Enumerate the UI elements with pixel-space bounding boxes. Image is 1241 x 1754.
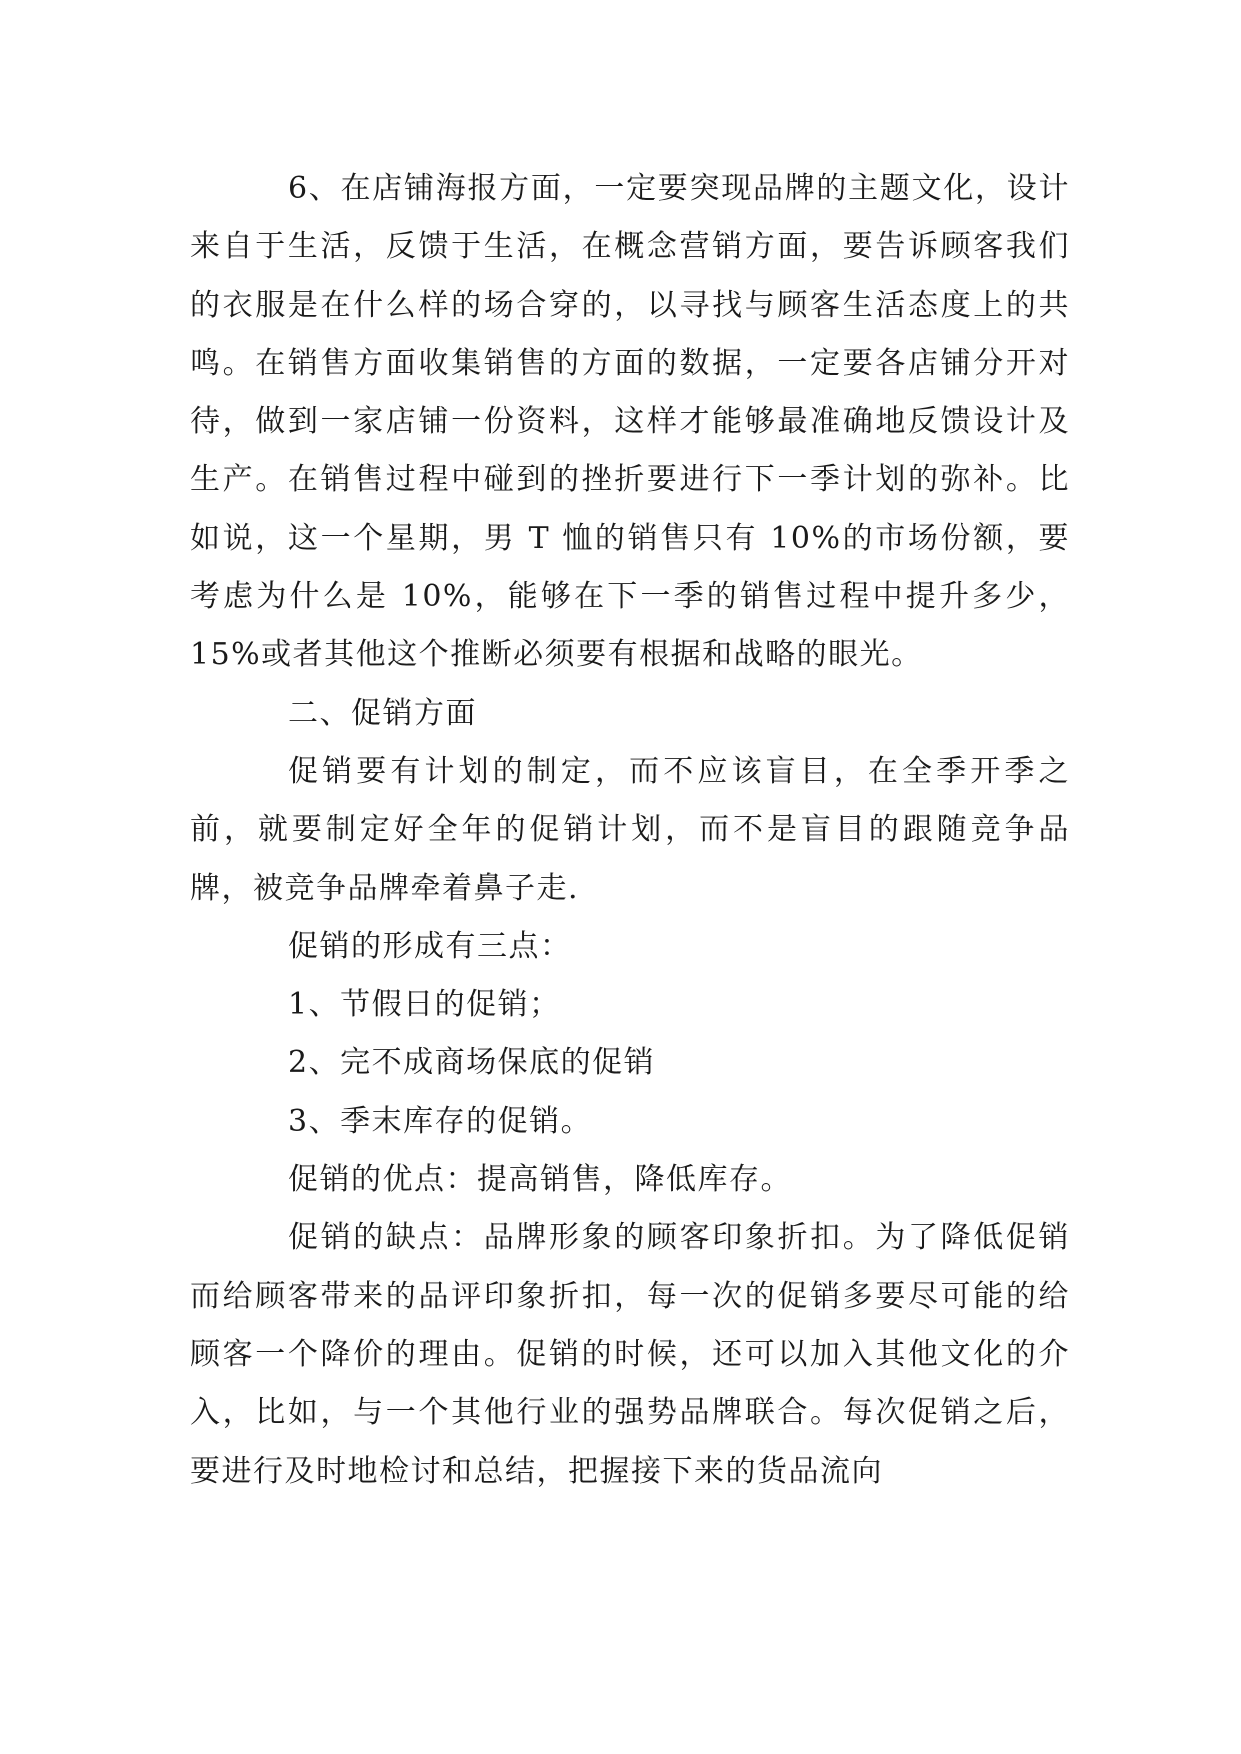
list-item-mall-guarantee-promotion: 2、完不成商场保底的促销 <box>288 1045 656 1081</box>
paragraph-promotion-forms-intro: 促销的形成有三点： <box>288 928 572 964</box>
list-item-season-end-promotion: 3、季末库存的促销。 <box>288 1103 593 1139</box>
paragraph-store-poster: 6、在店铺海报方面，一定要突现品牌的主题文化，设计来自于生活，反馈于生活，在概念营销方面，要告诉顾客我们的衣服是在什么样的场合穿的，以寻找与顾客生活态度上的共鸣。在销售方面收集销售的方面的数据，一定要各店铺分开对待，做到一家店铺一份资料，这样才能够最准确地反馈设计及生产。在销售过程中碰到的挫折要进行下一季计划的弥补。比如说，这一个星期，男 T 恤的销售只有 10%的市场份额，要考虑为什么是 10%，能够在下一季的销售过程中提升多少，15%或者其他这个推断必须要有根据和战略的眼光。 <box>190 171 1070 673</box>
section-heading-promotion: 二、促销方面 <box>288 695 477 731</box>
list-item-holiday-promotion: 1、节假日的促销； <box>288 987 561 1023</box>
document-body <box>190 160 1070 1501</box>
paragraph-promotion-disadvantages: 促销的缺点：品牌形象的顾客印象折扣。为了降低促销而给顾客带来的品评印象折扣，每一次的促销多要尽可能的给顾客一个降价的理由。促销的时候，还可以加入其他文化的介入，比如，与一个其他行业的强势品牌联合。每次促销之后，要进行及时地检讨和总结，把握接下来的货品流向 <box>190 1220 1070 1489</box>
paragraph-promotion-advantages: 促销的优点：提高销售，降低库存。 <box>288 1162 792 1198</box>
paragraph-promotion-planning: 促销要有计划的制定，而不应该盲目，在全季开季之前，就要制定好全年的促销计划，而不是盲目的跟随竞争品牌，被竞争品牌牵着鼻子走. <box>190 753 1070 906</box>
